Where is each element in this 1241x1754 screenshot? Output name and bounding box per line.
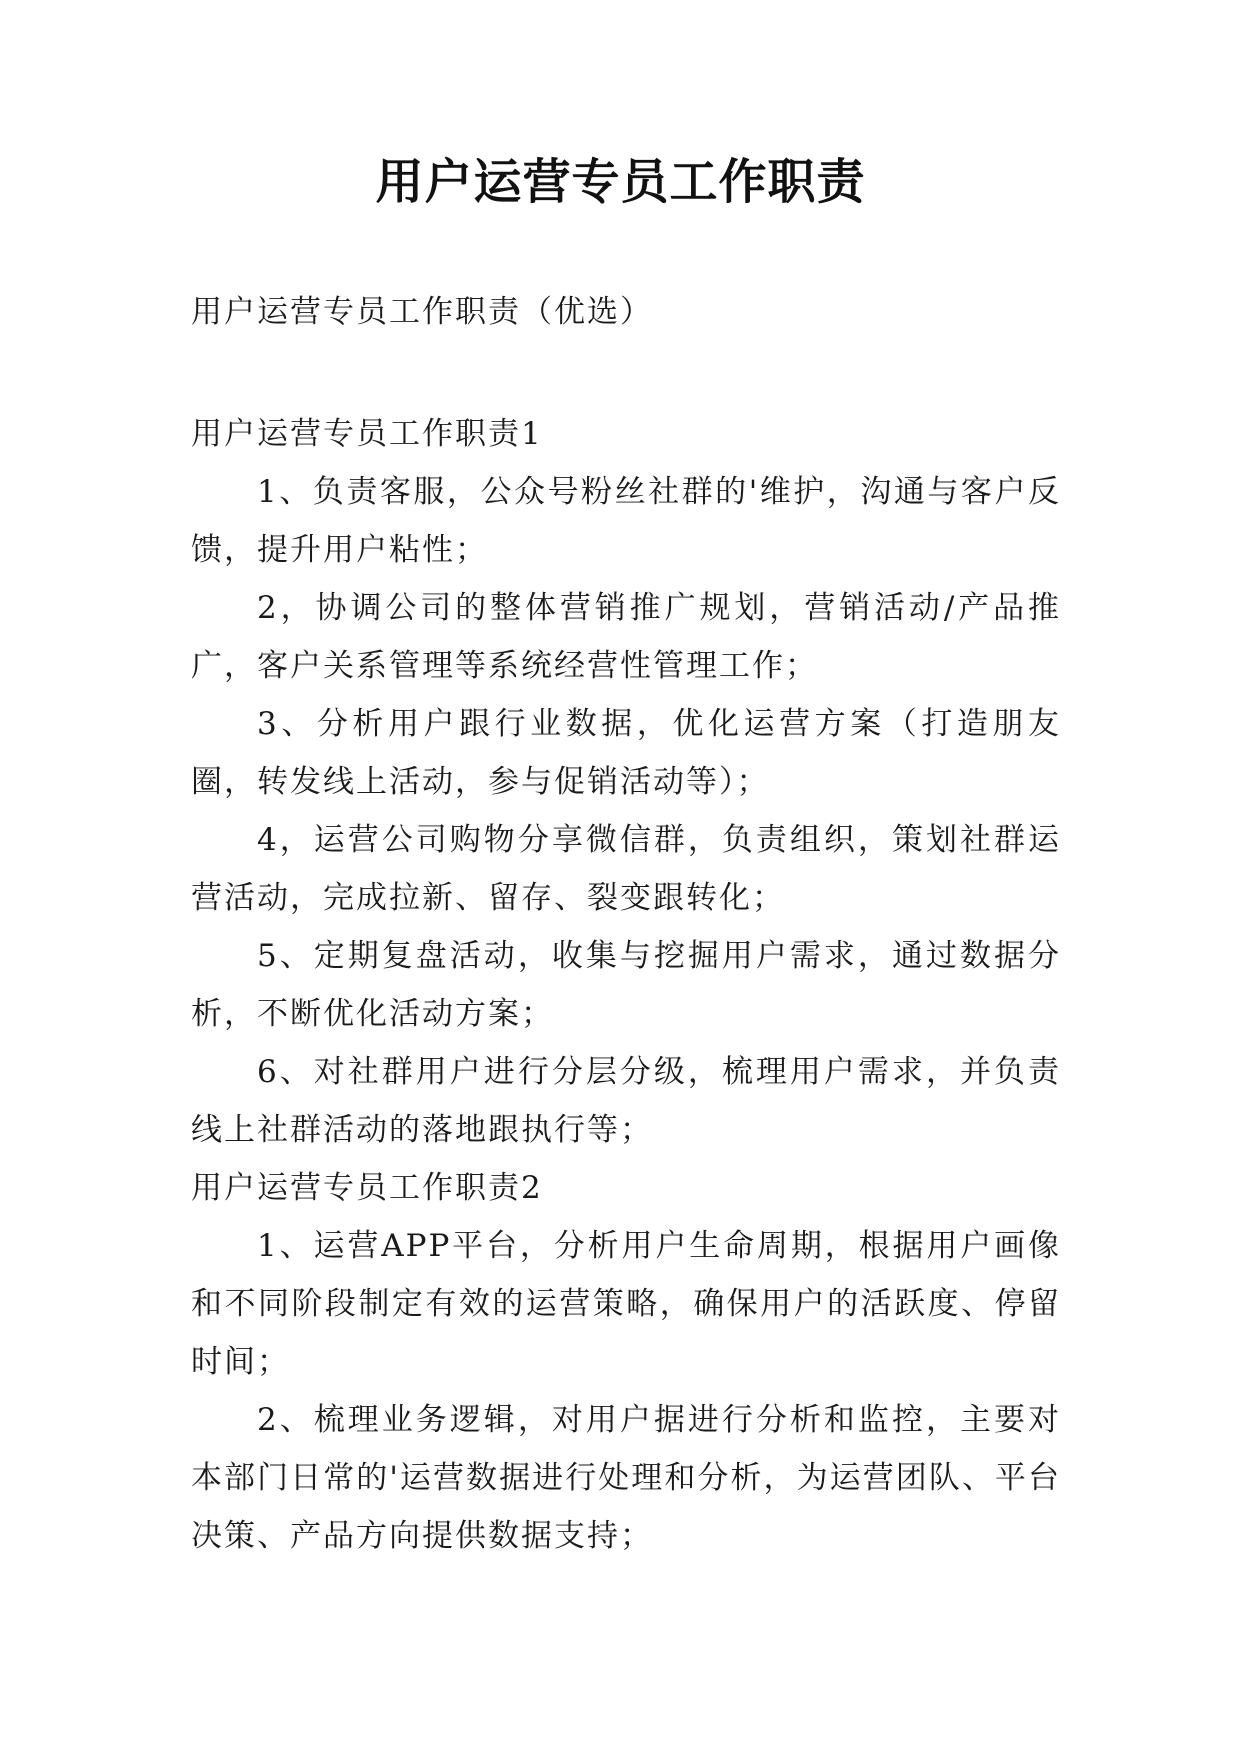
- duty-item: 1、运营APP平台，分析用户生命周期，根据用户画像和不同阶段制定有效的运营策略，确保用户的活跃度、停留时间；: [191, 1228, 1061, 1380]
- duty-item: 4，运营公司购物分享微信群，负责组织，策划社群运营活动，完成拉新、留存、裂变跟转化；: [191, 822, 1061, 916]
- duty-item: 1、负责客服，公众号粉丝社群的'维护，沟通与客户反馈，提升用户粘性；: [191, 474, 1061, 568]
- duty-item: 5、定期复盘活动，收集与挖掘用户需求，通过数据分析，不断优化活动方案；: [191, 938, 1061, 1032]
- document-title: 用户运营专员工作职责: [375, 154, 866, 210]
- duty-item: 2，协调公司的整体营销推广规划，营销活动/产品推广，客户关系管理等系统经营性管理工作；: [191, 590, 1061, 684]
- document-body: [191, 405, 1061, 1565]
- duty-item: 6、对社群用户进行分层分级，梳理用户需求，并负责线上社群活动的落地跟执行等；: [191, 1054, 1061, 1148]
- duty-item: 3、分析用户跟行业数据，优化运营方案（打造朋友圈，转发线上活动，参与促销活动等）；: [191, 706, 1061, 800]
- section-heading-1: 用户运营专员工作职责1: [191, 416, 543, 452]
- document-subtitle: 用户运营专员工作职责（优选）: [191, 294, 653, 330]
- duty-item: 2、梳理业务逻辑，对用户据进行分析和监控，主要对本部门日常的'运营数据进行处理和分析，为运营团队、平台决策、产品方向提供数据支持；: [191, 1402, 1061, 1554]
- section-heading-2: 用户运营专员工作职责2: [191, 1170, 543, 1206]
